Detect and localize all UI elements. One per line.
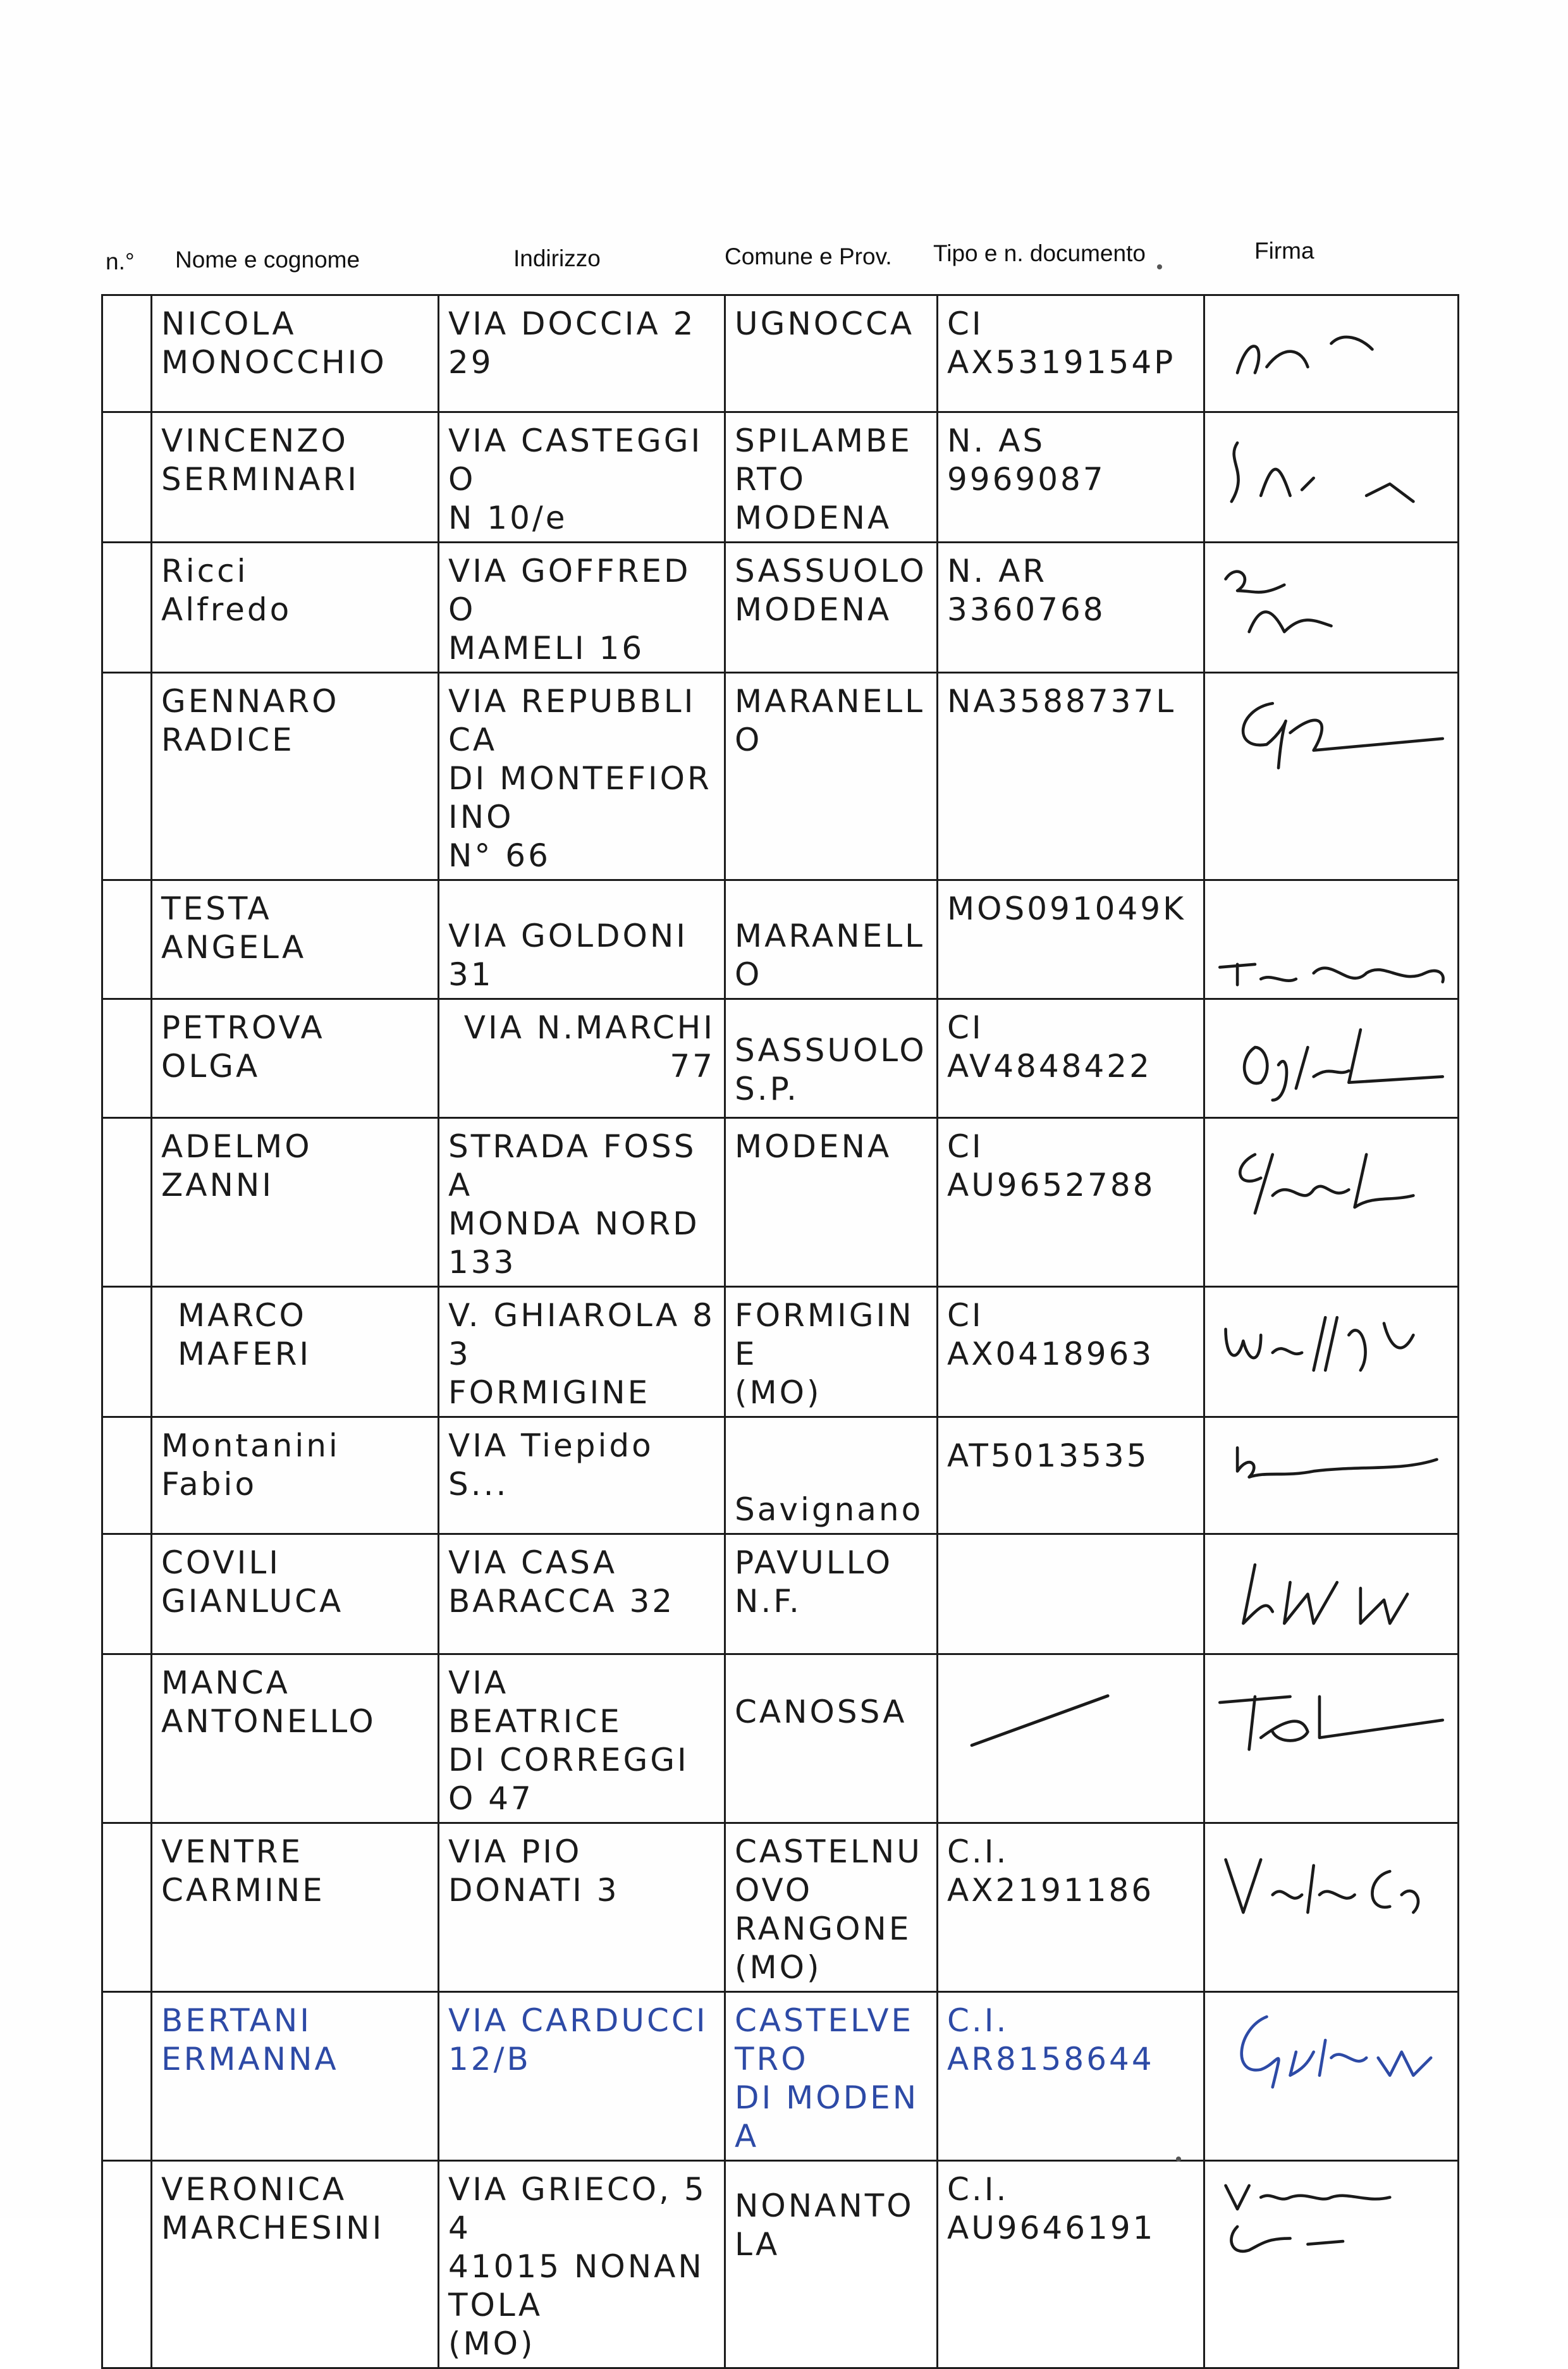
signature-cell xyxy=(1204,1992,1459,2161)
document-cell: CI AU9652788 xyxy=(938,1118,1204,1287)
row-number-cell xyxy=(102,543,152,673)
city-cell: SPILAMBERTO MODENA xyxy=(725,412,938,543)
name-cell: BERTANI ERMANNA xyxy=(152,1992,439,2161)
handwritten-signature xyxy=(1214,1009,1449,1104)
table-row xyxy=(102,412,1459,543)
row-number-cell xyxy=(102,999,152,1118)
signature-cell xyxy=(1204,999,1459,1118)
address-cell: VIA REPUBBLICA DI MONTEFIORINO N° 66 xyxy=(439,673,725,880)
signature-cell xyxy=(1204,1118,1459,1287)
row-number-cell xyxy=(102,1417,152,1534)
handwritten-signature xyxy=(1214,682,1449,777)
signature-cell xyxy=(1204,1534,1459,1654)
table-row xyxy=(102,1992,1459,2161)
city-cell: SASSUOLO MODENA xyxy=(725,543,938,673)
header-signature: Firma xyxy=(1254,238,1314,264)
table-row xyxy=(102,1417,1459,1534)
name-cell: TESTA ANGELA xyxy=(152,880,439,999)
signature-cell xyxy=(1204,1654,1459,1823)
handwritten-signature xyxy=(1214,1128,1449,1222)
signature-cell xyxy=(1204,1417,1459,1534)
header-address: Indirizzo xyxy=(513,245,601,271)
row-number-cell xyxy=(102,673,152,880)
handwritten-signature xyxy=(1214,1544,1449,1639)
document-cell: CI AX5319154P xyxy=(938,295,1204,412)
address-cell: V. GHIAROLA 83 FORMIGINE xyxy=(439,1287,725,1417)
scan-speck xyxy=(1157,264,1162,269)
row-number-cell xyxy=(102,1534,152,1654)
document-cell: AT5013535 xyxy=(938,1417,1204,1534)
handwritten-signature xyxy=(1214,1427,1449,1522)
document-cell xyxy=(938,1534,1204,1654)
handwritten-signature xyxy=(1214,1664,1449,1759)
city-cell: PAVULLO N.F. xyxy=(725,1534,938,1654)
table-row xyxy=(102,999,1459,1118)
document-cell: MOS091049K xyxy=(938,880,1204,999)
scan-speck xyxy=(1176,2157,1181,2162)
row-number-cell xyxy=(102,2161,152,2368)
name-cell: MANCA ANTONELLO xyxy=(152,1654,439,1823)
address-cell: VIA CARDUCCI 12/B xyxy=(439,1992,725,2161)
city-cell: CANOSSA xyxy=(725,1654,938,1823)
address-cell: VIA GRIECO, 54 41015 NONANTOLA (MO) xyxy=(439,2161,725,2368)
address-cell: VIA BEATRICE DI CORREGGIO 47 xyxy=(439,1654,725,1823)
signature-cell xyxy=(1204,1287,1459,1417)
city-cell: UGNOCCA xyxy=(725,295,938,412)
name-cell: ADELMO ZANNI xyxy=(152,1118,439,1287)
signature-cell xyxy=(1204,673,1459,880)
city-cell: Savignano xyxy=(725,1417,938,1534)
city-cell: SASSUOLO S.P. xyxy=(725,999,938,1118)
address-cell: STRADA FOSSA MONDA NORD 133 xyxy=(439,1118,725,1287)
table-row xyxy=(102,2161,1459,2368)
address-cell: VIA DOCCIA 229 xyxy=(439,295,725,412)
row-number-cell xyxy=(102,880,152,999)
name-cell: VENTRE CARMINE xyxy=(152,1823,439,1992)
city-cell: MODENA xyxy=(725,1118,938,1287)
name-cell: Montanini Fabio xyxy=(152,1417,439,1534)
signature-cell xyxy=(1204,2161,1459,2368)
row-number-cell xyxy=(102,295,152,412)
document-cell: C.I. AU9646191 xyxy=(938,2161,1204,2368)
address-cell: VIA Tiepido S... xyxy=(439,1417,725,1534)
header-number: n.° xyxy=(106,249,135,274)
handwritten-signature xyxy=(1214,2170,1449,2265)
table-row xyxy=(102,1654,1459,1823)
table-row xyxy=(102,1534,1459,1654)
table-row xyxy=(102,1118,1459,1287)
handwritten-signature xyxy=(1214,1296,1449,1391)
city-cell: NONANTOLA xyxy=(725,2161,938,2368)
city-cell: CASTELNUOVO RANGONE (MO) xyxy=(725,1823,938,1992)
table-row xyxy=(102,1823,1459,1992)
handwritten-signature xyxy=(1214,552,1449,647)
header-document: Tipo e n. documento xyxy=(933,240,1146,266)
document-cell: N. AS 9969087 xyxy=(938,412,1204,543)
document-cell xyxy=(938,1654,1204,1823)
name-cell: Ricci Alfredo xyxy=(152,543,439,673)
document-cell: CI AX0418963 xyxy=(938,1287,1204,1417)
signature-table xyxy=(101,294,1459,2369)
signature-cell xyxy=(1204,412,1459,543)
handwritten-signature xyxy=(1214,305,1449,400)
city-cell: CASTELVETRO DI MODENA xyxy=(725,1992,938,2161)
handwritten-signature xyxy=(1214,2002,1449,2096)
address-cell: VIA GOLDONI 31 xyxy=(439,880,725,999)
row-number-cell xyxy=(102,1992,152,2161)
signature-cell xyxy=(1204,880,1459,999)
city-cell: FORMIGINE (MO) xyxy=(725,1287,938,1417)
row-number-cell xyxy=(102,1287,152,1417)
dash-mark xyxy=(947,1664,1194,1759)
table-row xyxy=(102,295,1459,412)
table-row xyxy=(102,673,1459,880)
document-cell: CI AV4848422 xyxy=(938,999,1204,1118)
table-row xyxy=(102,1287,1459,1417)
row-number-cell xyxy=(102,412,152,543)
row-number-cell xyxy=(102,1823,152,1992)
address-cell: VIA GOFFREDO MAMELI 16 xyxy=(439,543,725,673)
table-row xyxy=(102,543,1459,673)
address-cell: VIA N.MARCHI 77 xyxy=(439,999,725,1118)
name-cell: VERONICA MARCHESINI xyxy=(152,2161,439,2368)
name-cell: MARCO MAFERI xyxy=(152,1287,439,1417)
name-cell: NICOLA MONOCCHIO xyxy=(152,295,439,412)
address-cell: VIA CASA BARACCA 32 xyxy=(439,1534,725,1654)
city-cell: MARANELLO xyxy=(725,673,938,880)
address-cell: VIA CASTEGGIO N 10/e xyxy=(439,412,725,543)
handwritten-signature xyxy=(1214,1833,1449,1928)
signature-cell xyxy=(1204,543,1459,673)
row-number-cell xyxy=(102,1118,152,1287)
name-cell: VINCENZO SERMINARI xyxy=(152,412,439,543)
city-cell: MARANELLO xyxy=(725,880,938,999)
address-cell: VIA PIO DONATI 3 xyxy=(439,1823,725,1992)
row-number-cell xyxy=(102,1654,152,1823)
name-cell: PETROVA OLGA xyxy=(152,999,439,1118)
signature-cell xyxy=(1204,295,1459,412)
name-cell: GENNARO RADICE xyxy=(152,673,439,880)
handwritten-signature xyxy=(1214,422,1449,517)
document-cell: C.I. AR8158644 xyxy=(938,1992,1204,2161)
name-cell: COVILI GIANLUCA xyxy=(152,1534,439,1654)
signature-cell xyxy=(1204,1823,1459,1992)
document-cell: C.I. AX2191186 xyxy=(938,1823,1204,1992)
document-cell: NA3588737L xyxy=(938,673,1204,880)
document-cell: N. AR 3360768 xyxy=(938,543,1204,673)
header-name: Nome e cognome xyxy=(175,247,360,273)
handwritten-signature xyxy=(1214,899,1449,994)
table-row xyxy=(102,880,1459,999)
header-city: Comune e Prov. xyxy=(725,243,892,269)
